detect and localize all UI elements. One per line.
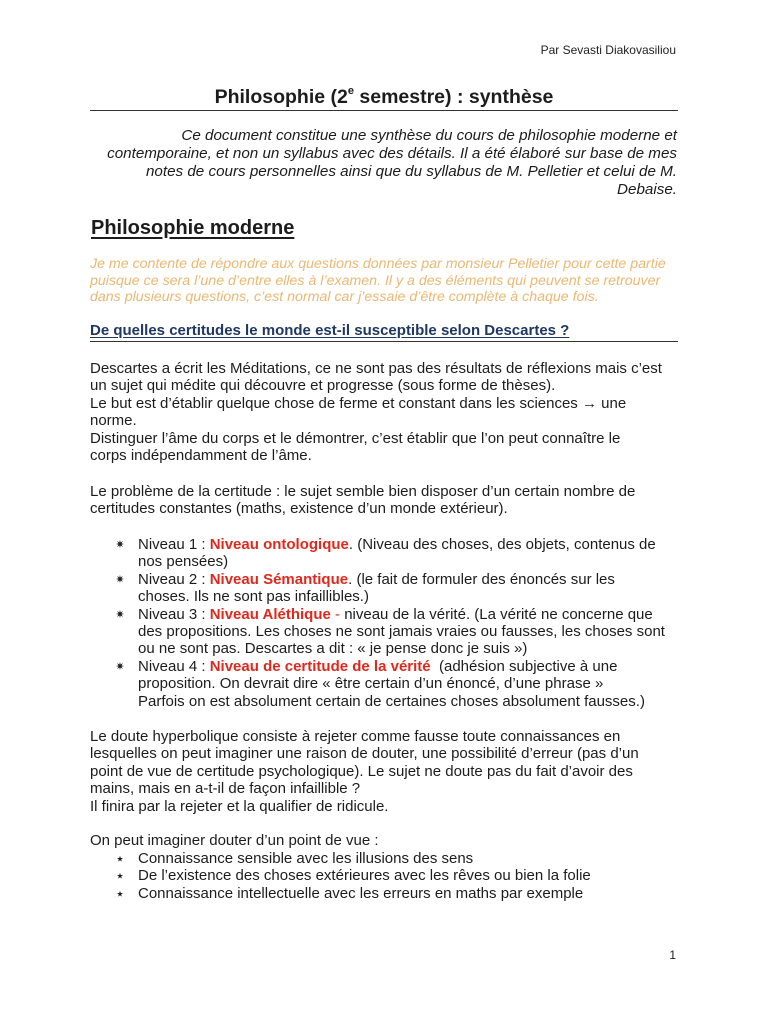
levels-list <box>115 536 665 710</box>
paragraph-line: un sujet qui médite qui découvre et progresse (sous forme de thèses). <box>90 377 556 395</box>
list-item <box>115 536 665 571</box>
paragraph-line: corps indépendamment de l’âme. <box>90 447 312 465</box>
level-text: . (Niveau des choses, des objets, contenus de <box>348 536 656 553</box>
item-line: Parfois on est absolument certain de certaines choses absolument fausses.) <box>138 692 645 710</box>
level-text: niveau de la vérité. (La vérité ne concerne que <box>340 605 653 623</box>
paragraph-line: Il finira par la rejeter et la qualifier de ridicule. <box>90 797 389 815</box>
question-heading: De quelles certitudes le monde est-il susceptible selon Descartes ? <box>90 322 570 339</box>
item-line <box>138 571 665 588</box>
level-text: . (le fait de formuler des énoncés sur les <box>348 570 615 588</box>
author-note <box>90 256 666 306</box>
small-star-bullet-icon: ⋆ <box>114 849 125 868</box>
star-bullet-icon: ✷ <box>115 607 125 621</box>
paragraph-line: Distinguer l’âme du corps et le démontrer, c’est établir que l’on peut connaître le <box>90 429 621 447</box>
paragraph-line: mains, mais en a-t-il de façon infaillible ? <box>90 780 361 798</box>
star-bullet-icon: ✷ <box>115 659 125 673</box>
level-label: Niveau Sémantique <box>209 570 349 588</box>
intro-line: Debaise. <box>617 181 677 198</box>
author-header: Par Sevasti Diakovasiliou <box>540 43 676 57</box>
level-label: Niveau ontologique <box>209 536 349 553</box>
intro-line: Ce document constitue une synthèse du cours de philosophie moderne et <box>181 127 677 144</box>
star-bullet-icon: ✷ <box>115 572 125 586</box>
level-label: Niveau Aléthique <box>209 605 331 623</box>
item-line <box>138 658 665 675</box>
paragraph-line: certitudes constantes (maths, existence d’un monde extérieur). <box>90 500 508 518</box>
list-item <box>115 657 665 710</box>
star-bullet-icon: ✷ <box>115 538 125 551</box>
item-line <box>138 606 665 623</box>
paragraph-doute <box>90 728 639 815</box>
document-title <box>90 85 678 109</box>
item-line: proposition. On devrait dire « être certain d’un énoncé, d’une phrase » <box>138 675 604 693</box>
title-text-start: Philosophie (2 <box>214 86 348 108</box>
paragraph-line: Le but est d’établir quelque chose de ferme et constant dans les sciences → une <box>90 394 627 412</box>
item-line <box>138 536 665 553</box>
note-line: Je me contente de répondre aux questions données par monsieur Pelletier pour cette partie <box>90 256 666 272</box>
paragraph-line: On peut imaginer douter d’un point de vue : <box>90 832 379 849</box>
paragraph-line: point de vue de certitude psychologique). Le sujet ne doute pas du fait d’avoir des <box>90 762 633 780</box>
paragraph-line: Le doute hyperbolique consiste à rejeter comme fausse toute connaissances en <box>90 728 621 745</box>
level-label: Niveau de certitude de la vérité <box>209 657 431 675</box>
question-divider <box>90 341 678 342</box>
doubts-list <box>114 849 591 903</box>
intro-line: notes de cours personnelles ainsi que du syllabus de M. Pelletier et celui de M. <box>145 163 677 180</box>
paragraph-descartes <box>90 360 662 464</box>
page-number: 1 <box>669 948 676 962</box>
paragraph-douter <box>90 832 379 849</box>
note-line: dans plusieurs questions, c’est normal car j’essaie d’être complète à chaque fois. <box>90 289 599 306</box>
item-line: De l’existence des choses extérieures avec les rêves ou bien la folie <box>138 867 591 885</box>
intro-paragraph <box>90 127 677 199</box>
small-star-bullet-icon: ⋆ <box>114 883 125 903</box>
intro-line: contemporaine, et non un syllabus avec des détails. Il a été élaboré sur base de mes <box>107 145 677 162</box>
item-line: des propositions. Les choses ne sont jamais vraies ou fausses, les choses sont <box>138 623 665 641</box>
item-line: ou ne sont pas. Descartes a dit : « je pense donc je suis ») <box>138 640 528 658</box>
paragraph-line: norme. <box>90 412 137 430</box>
title-text-end: semestre) : synthèse <box>353 86 554 108</box>
list-item <box>115 570 665 606</box>
title-superscript: e <box>347 84 354 97</box>
level-prefix: Niveau 3 : <box>138 605 210 623</box>
list-item <box>114 883 591 903</box>
paragraph-line: Le problème de la certitude : le sujet semble bien disposer d’un certain nombre de <box>90 483 636 500</box>
item-line: Connaissance sensible avec les illusions des sens <box>138 850 474 867</box>
level-prefix: Niveau 2 : <box>138 570 210 588</box>
title-divider <box>90 110 678 111</box>
paragraph-certitude <box>90 483 635 518</box>
paragraph-line: Descartes a écrit les Méditations, ce ne sont pas des résultats de réflexions mais c’est <box>90 360 662 377</box>
list-item <box>114 849 591 868</box>
item-line: choses. Ils ne sont pas infaillibles.) <box>138 588 369 606</box>
paragraph-line: lesquelles on peut imaginer une raison de douter, une possibilité d’erreur (pas d’un <box>90 745 639 763</box>
item-line: Connaissance intellectuelle avec les erreurs en maths par exemple <box>138 884 584 902</box>
list-item <box>114 866 591 886</box>
section-heading: Philosophie moderne <box>91 217 295 239</box>
item-line: nos pensées) <box>138 553 229 571</box>
small-star-bullet-icon: ⋆ <box>114 866 125 886</box>
note-line: puisque ce sera l’une d’entre elles à l’examen. Il y a des éléments qui peuvent se retrouver <box>90 272 661 289</box>
list-item <box>115 605 665 658</box>
level-label-dash: - <box>330 605 341 623</box>
level-prefix: Niveau 1 : <box>138 536 210 553</box>
level-text: (adhésion subjective à une <box>430 657 618 675</box>
level-prefix: Niveau 4 : <box>138 657 210 675</box>
